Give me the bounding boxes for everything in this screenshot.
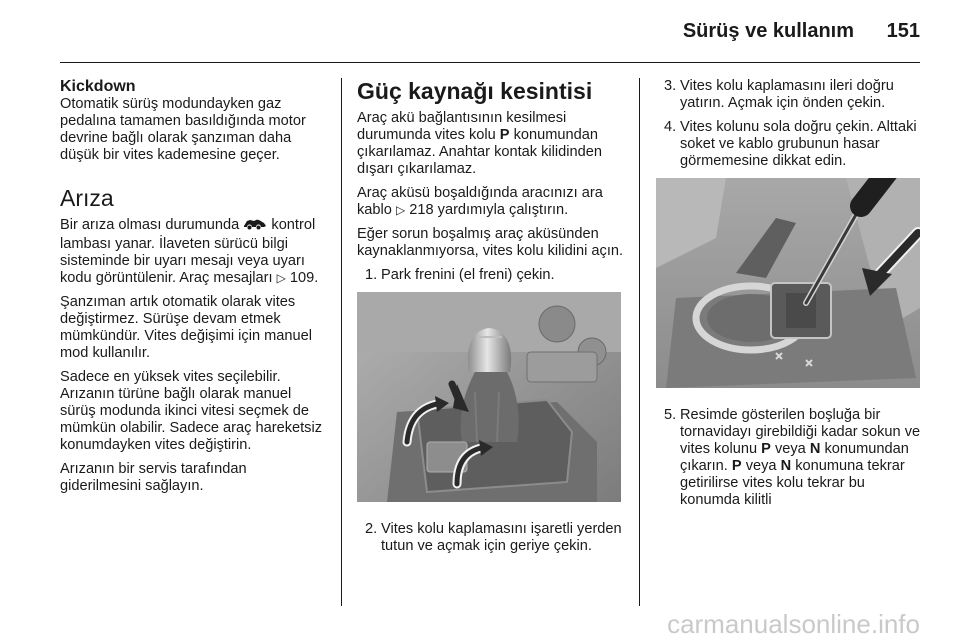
gear-p-label: P: [499, 127, 510, 143]
gear-p-label: P: [761, 441, 771, 457]
fault-p1-text-b: kontrol lambası yanar. İlaveten sürücü bilgi sisteminde bir uyarı mesajı veya uyarı kodu görüntülenir. Araç mesajları: [60, 217, 316, 286]
screwdriver-figure: [656, 178, 924, 393]
step5-text-or: veya: [774, 441, 806, 457]
step-text: Vites kolu kaplamasını ileri doğru yatırın. Açmak için önden çekin.: [680, 78, 894, 111]
step-number: 2.: [365, 521, 378, 537]
watermark: carmanualsonline.info: [667, 609, 920, 639]
gear-n-label: N: [780, 458, 792, 474]
step-number: 5.: [664, 407, 677, 423]
step-text: Park frenini (el freni) çekin.: [381, 267, 555, 283]
gear-n-label: N: [809, 441, 821, 457]
fault-p1-ref: 109.: [289, 270, 319, 286]
step-4: [656, 119, 924, 170]
step5-text-b: konumundan çıkarın.: [680, 441, 909, 474]
step5-text-or: veya: [745, 458, 777, 474]
fault-paragraph-4: Arızanın bir servis tarafından giderilmesini sağlayın.: [60, 461, 247, 494]
step-number: 4.: [664, 119, 677, 135]
power-p2-text: Araç aküsü boşaldığında aracınızı ara kablo: [357, 185, 603, 218]
step-text: Vites kolu kaplamasını işaretli yerden tutun ve açmak için geriye çekin.: [381, 521, 622, 554]
kickdown-heading: Kickdown: [60, 78, 136, 95]
fault-p1-text-a: Bir arıza olması durumunda: [60, 217, 240, 233]
kickdown-text: Otomatik sürüş modundayken gaz pedalına tamamen basıldığında motor devrine bağlı olarak şanzıman daha düşük bir vites kademesine geçer.: [60, 96, 306, 163]
column-right: [656, 78, 924, 516]
step-5: [656, 407, 924, 509]
power-paragraph-3: Eğer sorun boşalmış araç aküsünden kaynaklanmıyorsa, vites kolu kilidini açın.: [357, 226, 624, 259]
power-p2-ref: 218 yardımıyla çalıştırın.: [409, 202, 569, 218]
page-ref-icon: ▷: [395, 203, 406, 217]
section-title: Sürüş ve kullanım: [682, 20, 854, 42]
column-divider: [639, 78, 640, 606]
step-number: 1.: [365, 267, 378, 283]
gear-lever-illustration: [357, 292, 621, 502]
transmission-warning-icon: [243, 217, 267, 236]
power-p1-text-b: konumundan çıkarılamaz. Anahtar kontak kilidinden dışarı çıkarılamaz.: [357, 127, 602, 177]
screwdriver-illustration: [656, 178, 920, 388]
power-failure-heading: Güç kaynağı kesintisi: [357, 78, 593, 104]
page-ref-icon: ▷: [276, 271, 286, 285]
power-paragraph-1: [357, 110, 627, 178]
step-2: [357, 521, 627, 555]
page-header: [60, 14, 920, 63]
column-left: [60, 78, 328, 502]
column-middle: [357, 78, 627, 562]
fault-heading: Arıza: [60, 185, 114, 211]
step-number: 3.: [664, 78, 677, 94]
fault-paragraph-2: Şanzıman artık otomatik olarak vites değiştirmez. Sürüşe devam etmek mümkündür. Vites değişimi için manuel mod kullanılır.: [60, 294, 312, 361]
step5-text-a: Resimde gösterilen boşluğa bir tornavidayı girebildiği kadar sokun ve vites kolunu: [680, 407, 921, 457]
power-p1-text-a: Araç akü bağlantısının kesilmesi durumunda vites kolu: [357, 110, 567, 143]
power-paragraph-2: [357, 185, 627, 219]
gear-p-label: P: [731, 458, 742, 474]
gear-lever-figure: [357, 292, 627, 507]
page-number: 151: [886, 20, 920, 42]
fault-paragraph-1: [60, 217, 328, 287]
column-divider: [341, 78, 342, 606]
step-3: [656, 78, 924, 112]
step-text: Vites kolunu sola doğru çekin. Alttaki soket ve kablo grubunun hasar görmemesine dikkat edin.: [680, 119, 917, 169]
fault-paragraph-3: Sadece en yüksek vites seçilebilir. Arızanın türüne bağlı olarak manuel sürüş modunda ikinci vitesi seçmek de mümkün olabilir. Sadece araç hareketsiz konumdayken vites değiştirin.: [60, 369, 323, 453]
step-1: [357, 267, 627, 284]
step5-text-c: konumuna tekrar getirilirse vites kolu tekrar bu konumda kilitli: [680, 458, 905, 508]
